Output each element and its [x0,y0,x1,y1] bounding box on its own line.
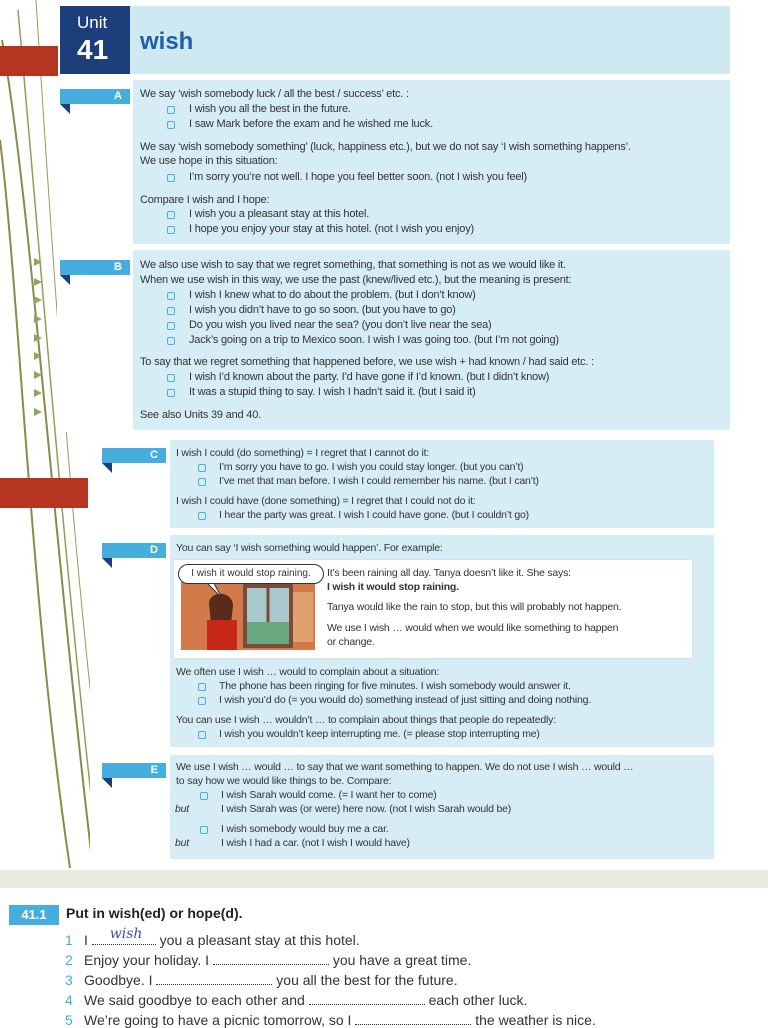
but-label: but [175,837,189,849]
section-d-tag: D [102,543,166,558]
section-c-corner [102,463,112,473]
section-b-example: I wish I’d known about the party. I’d have gone if I’d known. (but I didn’t know) [189,371,550,383]
bullet-box [167,374,175,382]
bullet-box [167,106,175,114]
answer-blank[interactable] [92,926,156,945]
exercise-item-text: We’re going to have a picnic tomorrow, so I [84,1012,352,1028]
section-b-text: We also use wish to say that we regret something, that something is not as we would like it. [140,259,566,271]
section-d-text: We often use I wish … would to complain about a situation: [176,666,440,678]
exercise-item [84,1012,596,1028]
section-c-text: I wish I could have (done something) = I regret that I could not do it: [176,495,476,507]
section-b-corner [60,275,70,285]
illustration-text: We use I wish … would when we would like something to happen [327,622,619,634]
bullet-box [167,121,175,129]
exercise-item [84,926,360,948]
exercise-item-number: 5 [65,1012,73,1028]
section-a-example: I’m sorry you’re not well. I hope you feel better soon. (not I wish you feel) [189,171,527,183]
section-d-example: The phone has been ringing for five minutes. I wish somebody would answer it. [219,680,571,692]
bottom-divider [0,870,768,888]
exercise-item-text: Goodbye. I [84,972,153,988]
section-e-example: I wish somebody would buy me a car. [221,823,389,835]
exercise-item [84,972,458,988]
unit-header [60,6,730,74]
section-a-text: We use hope in this situation: [140,155,278,167]
section-b-example: I wish you didn’t have to go so soon. (but you have to go) [189,304,456,316]
bullet-box [167,211,175,219]
section-b-tag: B [60,260,130,275]
bullet-box [198,731,206,739]
section-c-example: I’m sorry you have to go. I wish you could stay longer. (but you can’t) [219,461,524,473]
section-b-text: When we use wish in this way, we use the past (knew/lived etc.), but the meaning is present: [140,274,572,286]
bullet-box [167,337,175,345]
exercise-item [84,992,527,1008]
section-d-corner [102,558,112,568]
unit-number: 41 [77,34,109,65]
answer-blank[interactable] [156,972,272,985]
section-b-example: I wish I knew what to do about the problem. (but I don’t know) [189,289,476,301]
section-a-example: I wish you a pleasant stay at this hotel. [189,208,370,220]
exercise-item-number: 2 [65,952,73,968]
but-label: but [175,803,189,815]
exercise-item-text: you a pleasant stay at this hotel. [159,932,360,948]
exercise-title: Put in wish(ed) or hope(d). [66,905,243,921]
section-a-example: I hope you enjoy your stay at this hotel. (not I wish you enjoy) [189,223,474,235]
section-b-text: To say that we regret something that happened before, we use wish + had known / had said etc. : [140,356,594,368]
bullet-box [167,292,175,300]
unit-label: Unit [77,13,108,32]
exercise-item-text: We said goodbye to each other and [84,992,305,1008]
section-a-tag: A [60,89,130,104]
section-d-text: You can use I wish … wouldn’t … to complain about things that people do repeatedly: [176,714,556,726]
bullet-box [167,307,175,315]
unit-badge [60,6,130,74]
section-a-text: We say ‘wish somebody something’ (luck, happiness etc.), but we do not say ‘I wish something happens’. [140,141,631,153]
section-b-example: It was a stupid thing to say. I wish I hadn’t said it. (but I said it) [189,386,476,398]
section-e-tag: E [102,763,166,778]
bullet-box [198,697,206,705]
exercise-item [84,952,471,968]
bullet-box [167,389,175,397]
illustration-text: I wish it would stop raining. [327,581,459,593]
speech-bubble: I wish it would stop raining. [178,564,324,584]
section-c-tag: C [102,448,166,463]
bullet-box [167,174,175,182]
illustration-text: Tanya would like the rain to stop, but this will probably not happen. [327,601,622,613]
exercise-item-text: Enjoy your holiday. I [84,952,210,968]
bullet-box [198,478,206,486]
illustration-text: or change. [327,636,375,648]
section-a-example: I saw Mark before the exam and he wished me luck. [189,118,433,130]
section-a-example: I wish you all the best in the future. [189,103,351,115]
section-e-example: I wish Sarah was (or were) here now. (not I wish Sarah would be) [221,803,512,815]
section-b-example: Jack’s going on a trip to Mexico soon. I wish I was going too. (but I’m not going) [189,334,559,346]
exercise-item-text: you all the best for the future. [276,972,458,988]
bullet-box [200,826,208,834]
section-a-text: Compare I wish and I hope: [140,194,270,206]
answer-blank[interactable] [309,992,425,1005]
see-also: See also Units 39 and 40. [140,409,261,421]
answer-handwritten: wish [109,926,143,942]
section-e-text: to say how we would like things to be. Compare: [176,775,392,787]
bullet-box [198,464,206,472]
section-e-corner [102,778,112,788]
answer-blank[interactable] [213,952,329,965]
section-c-example: I hear the party was great. I wish I could have gone. (but I couldn’t go) [219,509,529,521]
illustration-text: It’s been raining all day. Tanya doesn’t like it. She says: [327,567,571,579]
section-a-corner [60,104,70,114]
exercise-item-number: 4 [65,992,73,1008]
bullet-box [198,512,206,520]
exercise-item-text: the weather is nice. [475,1012,596,1028]
exercise-item-text: I [84,932,88,948]
bullet-box [167,226,175,234]
red-bar-top [0,46,58,76]
section-c-example: I’ve met that man before. I wish I could remember his name. (but I can’t) [219,475,539,487]
section-e-example: I wish Sarah would come. (= I want her to come) [221,789,437,801]
bullet-box [167,322,175,330]
exercise-number: 41.1 [9,905,59,925]
bullet-box [198,683,206,691]
section-d-example: I wish you wouldn’t keep interrupting me. (= please stop interrupting me) [219,728,540,740]
section-b-example: Do you wish you lived near the sea? (you don’t live near the sea) [189,319,492,331]
exercise-item-text: you have a great time. [332,952,472,968]
bullet-box [200,792,208,800]
exercise-item-number: 1 [65,932,73,948]
answer-blank[interactable] [355,1012,471,1025]
section-e-text: We use I wish … would … to say that we want something to happen. We do not use I wish … would … [176,761,634,773]
exercise-item-number: 3 [65,972,73,988]
section-c-text: I wish I could (do something) = I regret that I cannot do it: [176,447,430,459]
section-d-text: You can say ‘I wish something would happen’. For example: [176,542,443,554]
exercise-item-text: each other luck. [428,992,528,1008]
section-d-example: I wish you’d do (= you would do) something instead of just sitting and doing nothing. [219,694,592,706]
section-e-example: I wish I had a car. (not I wish I would have) [221,837,410,849]
red-bar-middle [0,478,88,508]
unit-title: wish [140,28,194,55]
section-a-intro: We say ‘wish somebody luck / all the best / success’ etc. : [140,88,409,100]
